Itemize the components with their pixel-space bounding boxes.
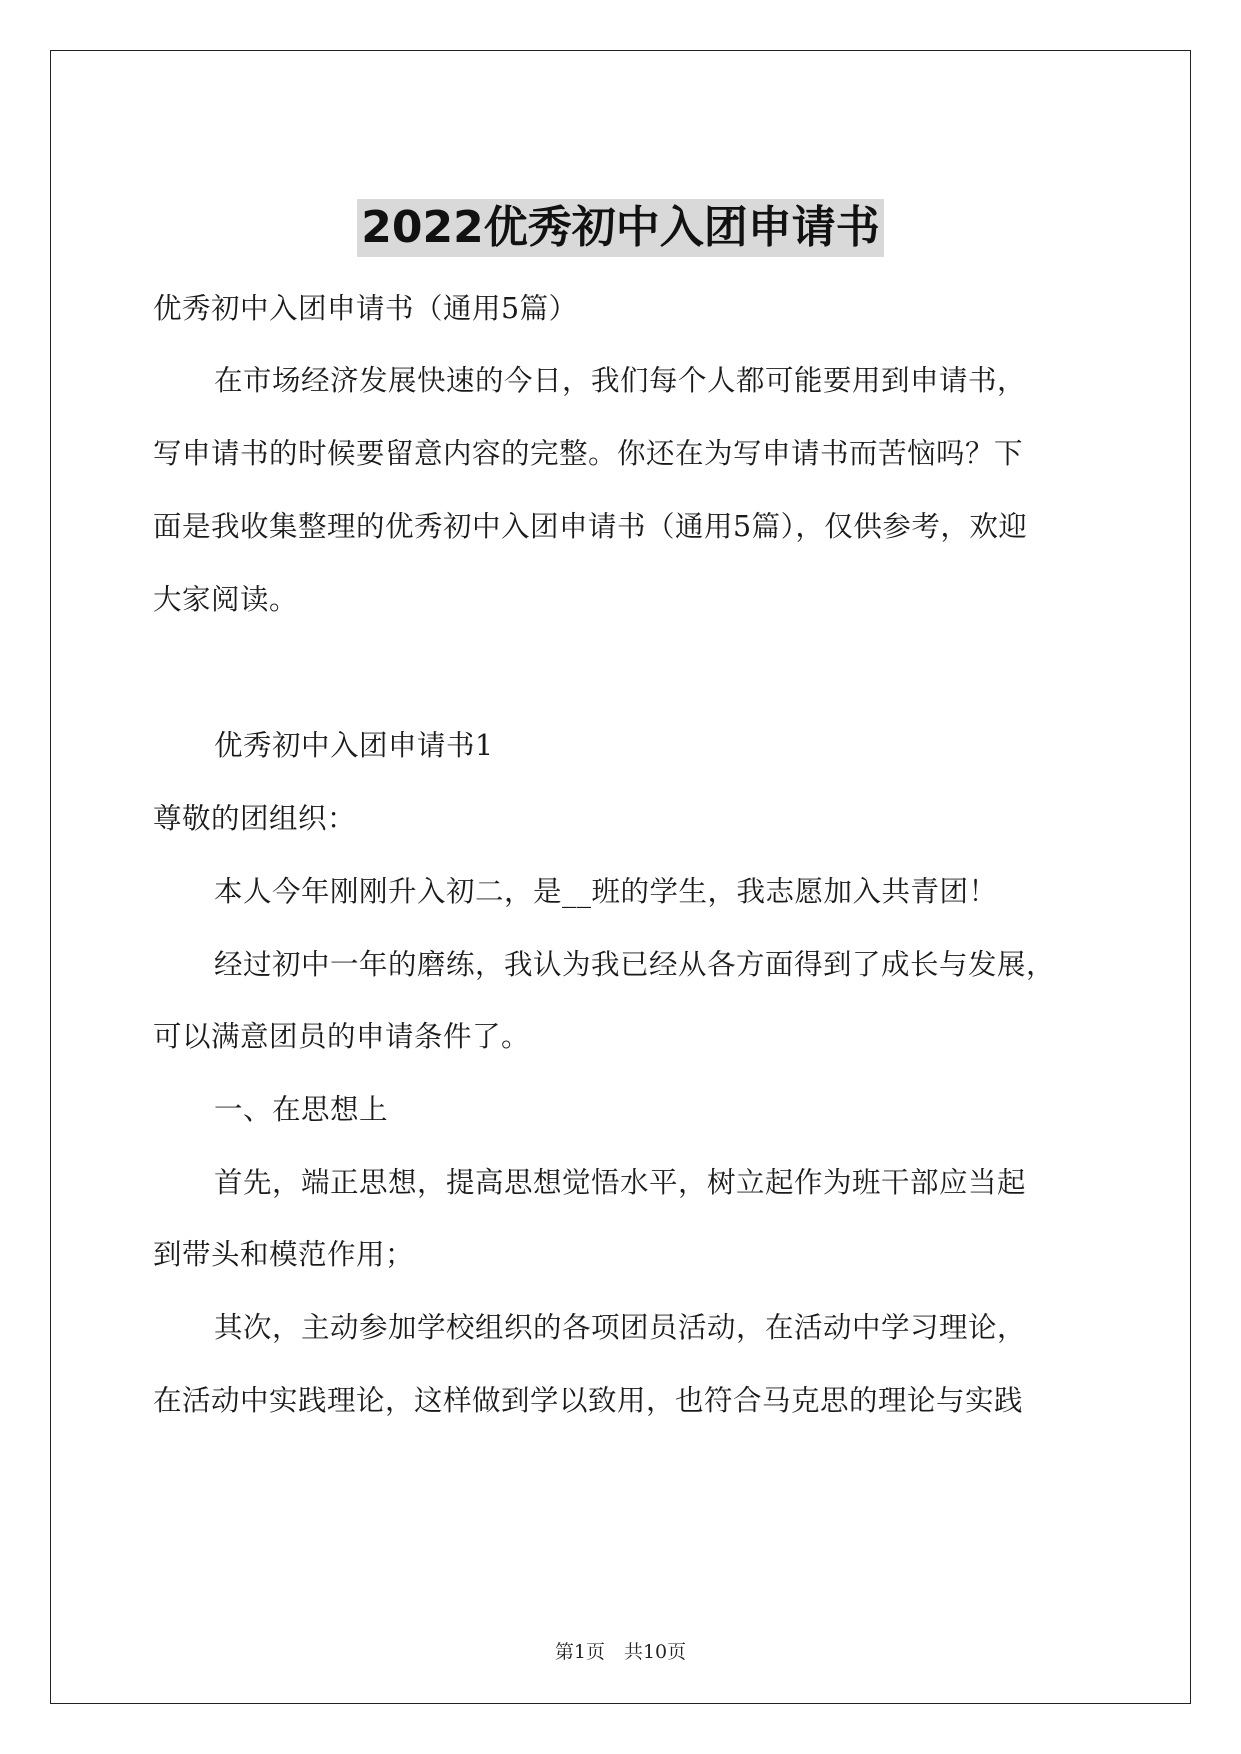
text-line: 本人今年刚刚升入初二，是__班的学生，我志愿加入共青团！ [214, 875, 998, 908]
text-line: 写申请书的时候要留意内容的完整。你还在为写申请书而苦恼吗？下 [153, 437, 1024, 470]
text-line: 到带头和模范作用； [153, 1238, 415, 1271]
text-line: 一、在思想上 [214, 1093, 389, 1126]
title-wrap [51, 199, 1190, 257]
text-line: 面是我收集整理的优秀初中入团申请书（通用5篇），仅供参考，欢迎 [153, 510, 1028, 543]
text-line: 尊敬的团组织： [153, 802, 357, 835]
text-line: 经过初中一年的磨练，我认为我已经从各方面得到了成长与发展， [214, 948, 1056, 981]
document-title: 2022优秀初中入团申请书 [357, 199, 883, 257]
text-line: 其次，主动参加学校组织的各项团员活动，在活动中学习理论， [214, 1311, 1027, 1344]
text-line: 优秀初中入团申请书（通用5篇） [153, 292, 578, 325]
text-line: 可以满意团员的申请条件了。 [153, 1020, 531, 1053]
text-line: 大家阅读。 [153, 583, 299, 616]
page-footer: 第1页 共10页 [554, 1641, 687, 1663]
text-line: 首先，端正思想，提高思想觉悟水平，树立起作为班干部应当起 [214, 1166, 1027, 1199]
text-line: 在活动中实践理论，这样做到学以致用，也符合马克思的理论与实践 [153, 1384, 1024, 1417]
text-line: 在市场经济发展快速的今日，我们每个人都可能要用到申请书， [214, 364, 1027, 397]
document-page [50, 50, 1191, 1704]
text-line: 优秀初中入团申请书1 [214, 729, 494, 762]
